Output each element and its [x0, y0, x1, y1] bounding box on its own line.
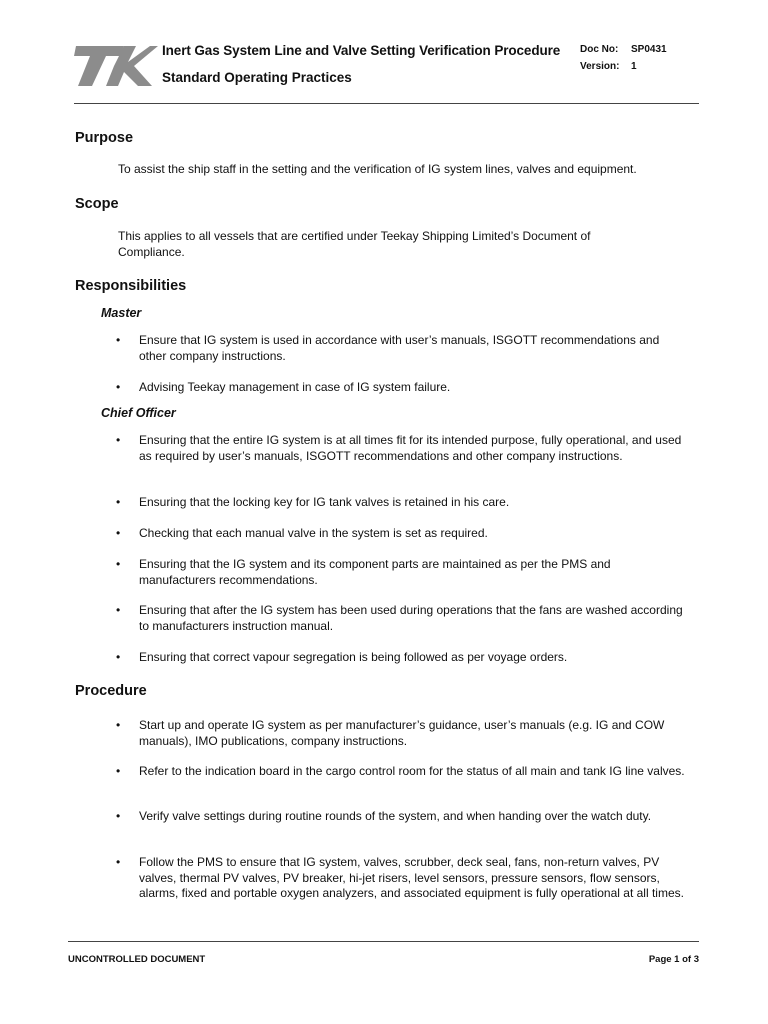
footer-divider — [68, 941, 699, 942]
bullet-icon: • — [116, 718, 121, 732]
purpose-heading: Purpose — [75, 130, 134, 146]
bullet-icon: • — [116, 650, 121, 664]
tk-logo-icon — [74, 42, 158, 90]
chief-officer-subheading: Chief Officer — [101, 406, 176, 420]
master-subheading: Master — [101, 306, 142, 320]
procedure-heading: Procedure — [75, 683, 147, 699]
header-divider — [74, 103, 699, 104]
version — [580, 61, 637, 72]
scope-text: This applies to all vessels that are certified under Teekay Shipping Limited’s Document of Compliance. — [118, 229, 591, 259]
document-title: Inert Gas System Line and Valve Setting Verification Procedure — [162, 43, 561, 58]
bullet-icon: • — [116, 380, 121, 394]
bullet-icon: • — [116, 764, 121, 778]
responsibilities-heading: Responsibilities — [75, 278, 187, 294]
doc-number-label: Doc No: — [580, 44, 619, 55]
bullet-icon: • — [116, 855, 121, 869]
doc-number-value: SP0431 — [631, 44, 667, 55]
scope-heading: Scope — [75, 196, 119, 212]
footer-status: UNCONTROLLED DOCUMENT — [68, 954, 206, 965]
bullet-icon: • — [116, 809, 121, 823]
version-label: Version: — [580, 61, 620, 72]
bullet-icon: • — [116, 526, 121, 540]
bullet-icon: • — [116, 495, 121, 509]
company-logo — [74, 42, 158, 90]
bullet-icon: • — [116, 433, 121, 447]
page-number: Page 1 of 3 — [648, 954, 699, 965]
purpose-text: To assist the ship staff in the setting and the verification of IG system lines, valves and equipment. — [118, 162, 637, 176]
bullet-icon: • — [116, 333, 121, 347]
version-value: 1 — [631, 61, 637, 72]
document-subtitle: Standard Operating Practices — [162, 70, 352, 85]
bullet-icon: • — [116, 603, 121, 617]
bullet-icon: • — [116, 557, 121, 571]
doc-number — [580, 44, 667, 55]
